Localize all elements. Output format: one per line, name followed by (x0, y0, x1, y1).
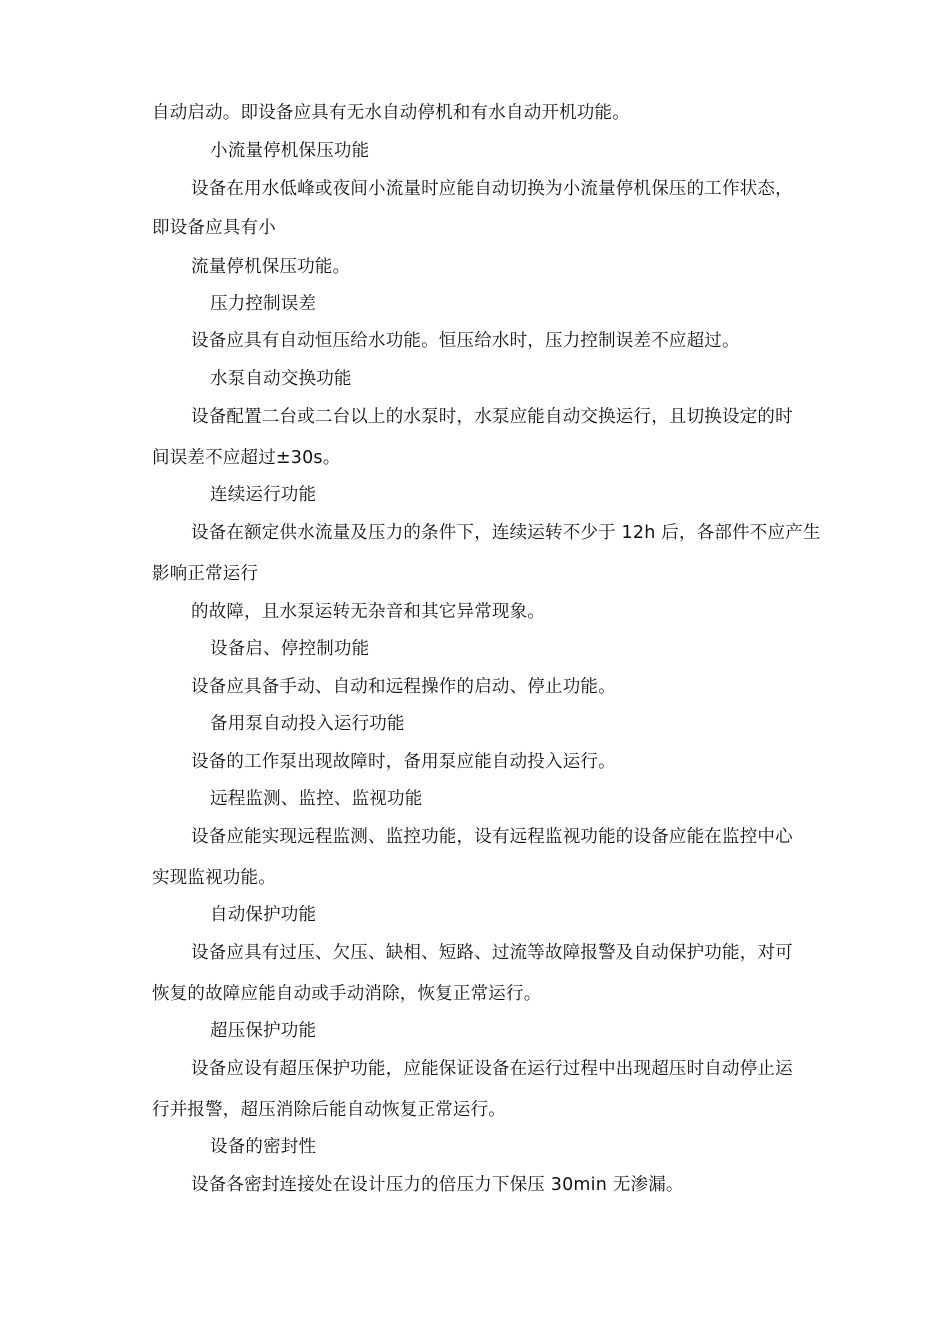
paragraph-line: 恢复的故障应能自动或手动消除，恢复正常运行。 (152, 984, 542, 1004)
paragraph-line: 行并报警，超压消除后能自动恢复正常运行。 (152, 1100, 506, 1120)
section-heading: 备用泵自动投入运行功能 (210, 714, 405, 734)
section-heading: 连续运行功能 (210, 485, 317, 505)
paragraph-line: 的故障，且水泵运转无杂音和其它异常现象。 (191, 602, 545, 622)
paragraph-line: 即设备应具有小 (152, 218, 276, 238)
section-heading: 水泵自动交换功能 (210, 369, 352, 389)
paragraph-line: 设备应具备手动、自动和远程操作的启动、停止功能。 (191, 677, 616, 697)
section-heading: 自动保护功能 (210, 905, 317, 925)
paragraph-line: 设备应具有自动恒压给水功能。恒压给水时，压力控制误差不应超过。 (191, 331, 740, 351)
section-heading: 小流量停机保压功能 (210, 141, 370, 161)
paragraph-line: 设备在用水低峰或夜间小流量时应能自动切换为小流量停机保压的工作状态， (191, 179, 793, 199)
paragraph-line: 实现监视功能。 (152, 868, 276, 888)
paragraph-line: 影响正常运行 (152, 564, 259, 584)
paragraph-line: 自动启动。即设备应具有无水自动停机和有水自动开机功能。 (152, 103, 630, 123)
paragraph-line: 流量停机保压功能。 (191, 257, 351, 277)
paragraph-line: 设备各密封连接处在设计压力的倍压力下保压 30min 无渗漏。 (191, 1175, 684, 1195)
paragraph-line: 设备应设有超压保护功能，应能保证设备在运行过程中出现超压时自动停止运 (191, 1059, 793, 1079)
paragraph-line: 设备的工作泵出现故障时，备用泵应能自动投入运行。 (191, 752, 616, 772)
section-heading: 压力控制误差 (210, 294, 317, 314)
paragraph-line: 设备在额定供水流量及压力的条件下，连续运转不少于 12h 后，各部件不应产生 (191, 523, 821, 543)
paragraph-line: 设备应能实现远程监测、监控功能，设有远程监视功能的设备应能在监控中心 (191, 827, 793, 847)
section-heading: 远程监测、监控、监视功能 (210, 789, 423, 809)
paragraph-line: 设备配置二台或二台以上的水泵时，水泵应能自动交换运行，且切换设定的时 (191, 407, 793, 427)
section-heading: 设备的密封性 (210, 1137, 317, 1157)
paragraph-line: 间误差不应超过±30s。 (152, 448, 341, 468)
section-heading: 超压保护功能 (210, 1021, 317, 1041)
section-heading: 设备启、停控制功能 (210, 639, 370, 659)
paragraph-line: 设备应具有过压、欠压、缺相、短路、过流等故障报警及自动保护功能，对可 (191, 943, 793, 963)
